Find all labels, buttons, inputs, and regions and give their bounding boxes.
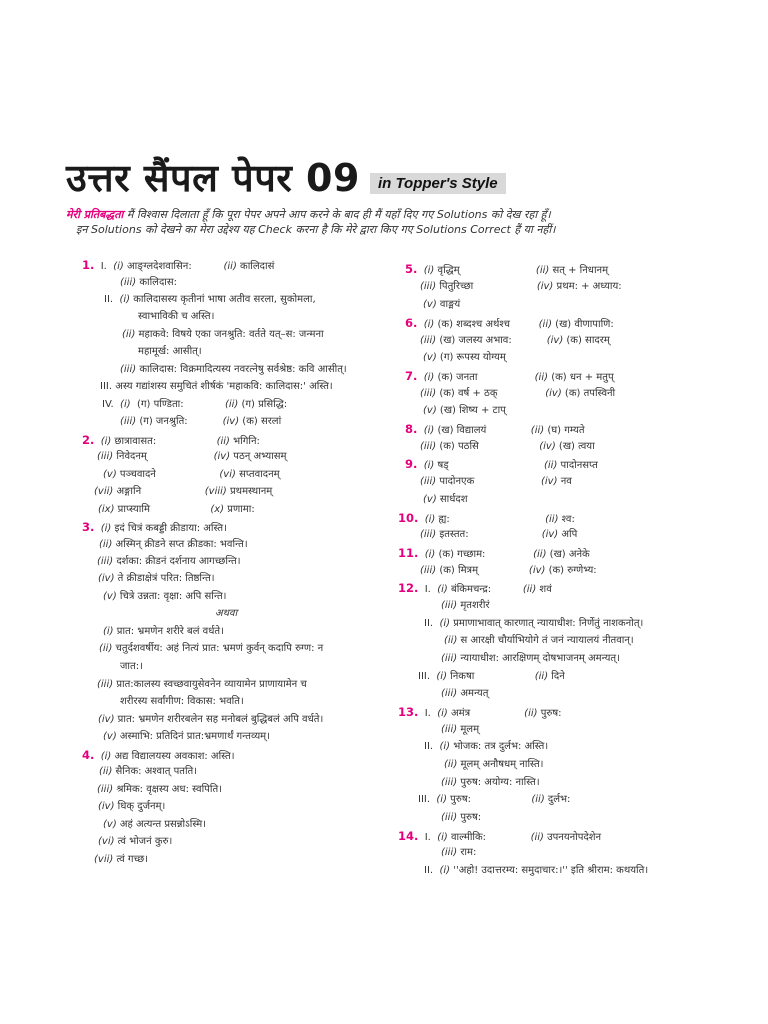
answer-text: ते क्रीडाक्षेत्रं परित: तिष्ठन्ति। xyxy=(114,573,215,584)
answer-text: (क) सादरम् xyxy=(563,335,610,346)
answer-line xyxy=(398,703,562,723)
answer-text: प्राप्स्यामि xyxy=(114,504,150,515)
commitment-line-2: इन Solutions को देखने का मेरा उद्देश्य यह Check करना है कि मेरे द्वारा किए गए Solutions Correct हैं या नहीं। xyxy=(76,223,556,236)
answer-text: (ग) पण्डिता: xyxy=(130,399,184,410)
answer-text: (क) शब्दश्च अर्थश्च xyxy=(434,319,511,330)
sub-label: (ii) xyxy=(474,671,549,682)
sub-label: (iii) xyxy=(420,441,437,452)
answer-text: जात:। xyxy=(120,661,143,672)
answer-line xyxy=(97,676,307,694)
answer-text: प्रमाणाभावात् कारणात् न्यायाधीश: निर्णेतुं नाशकनोत्। xyxy=(450,618,644,629)
answer-line xyxy=(420,562,597,580)
answer-line xyxy=(420,278,622,296)
answer-text: निवेदनम् xyxy=(113,451,147,462)
answer-line xyxy=(405,367,614,387)
answer-line xyxy=(441,650,620,668)
answer-text: वाल्मीकि: xyxy=(447,832,487,843)
sub-label: (iii) xyxy=(441,847,458,858)
answer-text: दुर्लभ: xyxy=(544,794,571,805)
answer-line xyxy=(94,851,148,869)
page-title: उत्तर सैंपल पेपर 09 xyxy=(66,156,360,200)
answer-text: सैनिक: अश्वात् पतति। xyxy=(112,766,198,777)
answer-text: अमन्यत् xyxy=(457,688,489,699)
answer-line xyxy=(120,413,281,431)
answer-text: पञ्चवादने xyxy=(116,469,156,480)
answer-text: अद्य विद्यालयस्य अवकाश: अस्ति। xyxy=(111,751,235,762)
answer-text: षड् xyxy=(434,460,449,471)
sub-label: (i) xyxy=(423,372,435,383)
answer-line xyxy=(420,526,577,544)
answer-text: II. xyxy=(424,741,440,752)
answer-line xyxy=(98,711,323,729)
answer-text: कालिदास: विक्रमादित्यस्य नवरत्नेषु सर्वश्रेष्ठ: कवि आसीत्। xyxy=(136,364,347,375)
answer-line xyxy=(82,518,227,538)
question-number: 8. xyxy=(405,422,418,436)
answer-line xyxy=(423,349,506,367)
answer-text: (क) जनता xyxy=(434,372,478,383)
sub-label: (iii) xyxy=(420,388,437,399)
sub-label: अथवा xyxy=(215,608,238,619)
sub-label: (iii) xyxy=(420,335,437,346)
sub-label: (i) xyxy=(424,514,436,525)
answer-line xyxy=(100,378,333,396)
answer-line xyxy=(420,438,595,456)
answer-line xyxy=(103,816,206,834)
answer-text: प्रणामा: xyxy=(224,504,255,515)
answer-text: महाकवे: विषये एका जनश्रुति: वर्तते यत्–स: जन्मना xyxy=(135,329,324,340)
sub-label: (iii) xyxy=(420,281,437,292)
sub-label: (ii) xyxy=(470,708,538,719)
answer-text: दर्शका: क्रीडनं दर्शनाय आगच्छन्ति। xyxy=(113,556,241,567)
answer-line xyxy=(424,738,548,756)
answer-line xyxy=(122,326,324,344)
answer-text: शवं xyxy=(536,584,552,595)
answer-text: (ख) जलस्य अभाव: xyxy=(436,335,512,346)
sub-label: (iii) xyxy=(441,812,458,823)
answer-text: (घ) गम्यते xyxy=(544,425,585,436)
answer-text: प्रथमस्थानम् xyxy=(226,486,273,497)
answer-text: भोजक: तत्र दुर्लभ: अस्ति। xyxy=(450,741,549,752)
answer-line xyxy=(99,640,323,658)
answer-line xyxy=(420,332,610,350)
answer-text: (क) तपस्विनी xyxy=(561,388,616,399)
question-number: 3. xyxy=(82,520,95,534)
commitment-highlight: मेरी प्रतिबद्धता xyxy=(66,208,124,221)
answer-text: (ग) जनश्रुति: xyxy=(136,416,188,427)
answer-line xyxy=(405,420,585,440)
sub-label: (i) xyxy=(437,584,448,595)
answer-text: पुरुष: xyxy=(457,812,482,823)
commitment-text: मैं विश्वास दिलाता हूँ कि पूरा पेपर अपने आप करने के बाद ही मैं यहाँ दिए गए Solutions को देख रहा हूँ। xyxy=(123,208,551,221)
answer-line xyxy=(103,728,270,746)
answer-text: स्वाभाविकी च अस्ति। xyxy=(138,311,215,322)
sub-label: (x) xyxy=(149,504,225,515)
sub-label: (i) xyxy=(423,425,435,436)
answer-line xyxy=(424,862,648,880)
question-number: 2. xyxy=(82,433,95,447)
answer-line xyxy=(120,361,347,379)
sub-label: (iv) xyxy=(187,416,240,427)
sub-label: (v) xyxy=(423,494,437,505)
answer-line xyxy=(405,314,614,334)
sub-label: (ii) xyxy=(477,372,549,383)
sub-label: (iv) xyxy=(473,281,554,292)
answer-text: II. xyxy=(424,618,440,629)
answer-text: (क) वर्ष + ठक् xyxy=(436,388,498,399)
answer-line xyxy=(441,721,479,739)
sub-label: (ii) xyxy=(486,832,544,843)
sub-label: (iv) xyxy=(98,573,115,584)
answer-text: (क) गच्छाम: xyxy=(435,549,486,560)
sub-label: (iii) xyxy=(97,556,114,567)
answer-line xyxy=(138,308,214,326)
sub-label: (iii) xyxy=(441,724,458,735)
answer-line xyxy=(99,536,248,554)
answer-line xyxy=(405,455,598,475)
answer-text: श्व: xyxy=(558,514,575,525)
sub-label: (i) xyxy=(439,741,451,752)
sub-label: (i) xyxy=(439,865,451,876)
answer-text: (क) सरलां xyxy=(239,416,282,427)
sub-label: (i) xyxy=(423,319,435,330)
sub-label: (i) xyxy=(439,618,451,629)
answer-text: (ग) रूपस्य योग्यम् xyxy=(436,352,506,363)
answer-text: पुरुष: xyxy=(537,708,562,719)
sub-label: (ii) xyxy=(449,514,559,525)
answer-text: सार्धदश xyxy=(436,494,468,505)
sub-label: (iii) xyxy=(420,565,437,576)
answer-text: शरीरस्य सर्वांगीण: विकास: भवति। xyxy=(120,696,244,707)
sub-label: (ii) xyxy=(99,766,113,777)
answer-line xyxy=(423,491,468,509)
sub-label: (i) xyxy=(103,626,114,637)
sub-label: (i) xyxy=(120,399,131,410)
answer-text: मूलम् अनौषधम् नास्ति। xyxy=(457,759,544,770)
answer-line xyxy=(423,402,506,420)
answer-line xyxy=(102,396,287,414)
answer-text: I. xyxy=(418,832,438,843)
question-number: 4. xyxy=(82,748,95,762)
sub-label: (ii) xyxy=(448,460,558,471)
sub-label: (i) xyxy=(100,751,112,762)
answer-text: कालिदासस्य कृतीनां भाषा अतीव सरला, सुकोमला, xyxy=(130,294,316,305)
sub-label: (ii) xyxy=(191,261,237,272)
sub-label: (v) xyxy=(103,591,117,602)
answer-text: I. xyxy=(418,584,438,595)
question-number: 12. xyxy=(398,581,419,595)
sub-label: (iii) xyxy=(120,277,137,288)
answer-text: II. xyxy=(104,294,120,305)
question-number: 5. xyxy=(405,262,418,276)
question-number: 1. xyxy=(82,258,95,272)
sub-label: (iv) xyxy=(497,388,562,399)
answer-line xyxy=(98,570,215,588)
answer-line xyxy=(120,658,143,676)
answer-text: भगिनि: xyxy=(229,436,260,447)
answer-line xyxy=(441,809,481,827)
sub-label: (i) xyxy=(119,294,131,305)
answer-text: I. xyxy=(418,708,438,719)
answer-text: (ख) शिष्य + टाप् xyxy=(436,405,506,416)
sub-label: (ii) xyxy=(486,425,545,436)
sub-label: (iv) xyxy=(468,529,559,540)
sub-label: (iv) xyxy=(478,441,556,452)
answer-line xyxy=(99,763,197,781)
question-number: 14. xyxy=(398,829,419,843)
answer-text: अस्मिन् क्रीडने सप्त क्रीडका: भवन्ति। xyxy=(112,539,248,550)
sub-label: (ii) xyxy=(459,265,550,276)
answer-text: राम: xyxy=(457,847,477,858)
answer-text: अङ्गानि xyxy=(113,486,142,497)
answer-line xyxy=(420,473,572,491)
answer-text: इतस्तत: xyxy=(436,529,469,540)
answer-text: IV. xyxy=(102,399,121,410)
sub-label: (ii) xyxy=(99,643,113,654)
sub-label: (iii) xyxy=(441,600,458,611)
answer-text: सप्तवादनम् xyxy=(235,469,280,480)
commitment-line-1 xyxy=(66,207,706,222)
answer-text: (ग) प्रसिद्धि: xyxy=(238,399,288,410)
answer-line xyxy=(97,448,286,466)
answer-line xyxy=(418,668,565,686)
sub-label: (i) xyxy=(100,523,112,534)
answer-text: चित्रे उन्नता: वृक्षा: अपि सन्ति। xyxy=(116,591,227,602)
answer-text: महामूर्ख: आसीत्। xyxy=(138,346,202,357)
answer-line xyxy=(82,256,274,276)
sub-label: (iii) xyxy=(420,529,437,540)
sub-label: (iii) xyxy=(441,777,458,788)
answer-text: नव xyxy=(557,476,572,487)
sub-label: (ii) xyxy=(510,319,552,330)
answer-line xyxy=(103,588,226,606)
sub-label: (ii) xyxy=(444,759,458,770)
answer-text: धिक् दुर्जनम्। xyxy=(114,801,166,812)
answer-text: (क) धन + मतुप् xyxy=(548,372,614,383)
answer-line xyxy=(405,260,608,280)
sub-label: (iv) xyxy=(98,801,115,812)
answer-text: अहं अत्यन्त प्रसन्नोऽस्मि। xyxy=(116,819,207,830)
sub-label: (i) xyxy=(423,460,435,471)
question-number: 13. xyxy=(398,705,419,719)
answer-line xyxy=(444,756,543,774)
sub-label: (i) xyxy=(437,708,448,719)
answer-line xyxy=(215,605,237,623)
answer-text: प्रात:कालस्य स्वच्छवायुसेवनेन व्यायामेन प्राणायामेन च xyxy=(113,679,307,690)
sub-label: (v) xyxy=(103,469,117,480)
sub-label: (iii) xyxy=(97,784,114,795)
answer-text: (क) मित्रम् xyxy=(436,565,479,576)
answer-text: III. xyxy=(418,794,437,805)
answer-line xyxy=(103,623,224,641)
answer-text: (क) पठसि xyxy=(436,441,479,452)
answer-text: पुरुष: xyxy=(446,794,471,805)
question-number: 9. xyxy=(405,457,418,471)
answer-line xyxy=(424,615,643,633)
answer-text: अपि xyxy=(558,529,578,540)
answer-text: (ख) विद्यालयं xyxy=(434,425,487,436)
answer-text: चतुर्दशवर्षीय: अहं नित्यं प्रात: भ्रमणं कुर्वन् कदापि रुग्ण: न xyxy=(112,643,324,654)
sub-label: (vii) xyxy=(94,854,114,865)
answer-text: उपनयनोपदेशेन xyxy=(543,832,602,843)
sub-label: (ii) xyxy=(444,635,458,646)
answer-text: (ख) त्वया xyxy=(555,441,595,452)
answer-line xyxy=(97,553,241,571)
answer-line xyxy=(104,291,316,309)
sub-label: (vi) xyxy=(155,469,236,480)
sub-label: (ii) xyxy=(491,584,537,595)
sub-label: (ix) xyxy=(98,504,115,515)
sub-label: (ii) xyxy=(183,399,239,410)
answer-line xyxy=(97,781,222,799)
answer-text: प्रात: भ्रमणेन शरीरबलेन सह मनोबलं बुद्धिबलं अपि वर्धते। xyxy=(114,714,324,725)
answer-text: निकषा xyxy=(446,671,475,682)
sub-label: (ii) xyxy=(485,549,547,560)
sub-label: (i) xyxy=(424,549,436,560)
answer-line xyxy=(120,274,177,292)
sub-label: (v) xyxy=(423,299,437,310)
answer-text: छात्रावासत: xyxy=(111,436,157,447)
answer-line xyxy=(120,693,244,711)
answer-text: इदं चित्रं कबड्डी क्रीडाया: अस्ति। xyxy=(111,523,227,534)
sub-label: (ii) xyxy=(156,436,230,447)
sub-label: (v) xyxy=(423,352,437,363)
answer-text: ''अहो! उदात्तरम्य: समुदाचार:।'' इति श्रीराम: कथयति। xyxy=(450,865,649,876)
answer-text: मूलम् xyxy=(457,724,480,735)
answer-text: III. xyxy=(418,671,437,682)
sub-label: (iii) xyxy=(120,416,137,427)
answer-text: त्वं भोजनं कुरु। xyxy=(114,836,173,847)
sub-label: (ii) xyxy=(122,329,136,340)
answer-line xyxy=(441,844,476,862)
sub-label: (v) xyxy=(423,405,437,416)
question-number: 10. xyxy=(398,511,419,525)
answer-line xyxy=(444,632,634,650)
answer-line xyxy=(98,501,255,519)
answer-line xyxy=(103,466,280,484)
sub-label: (viii) xyxy=(141,486,227,497)
answer-text: पठन् अभ्यासम् xyxy=(230,451,287,462)
sub-label: (ii) xyxy=(99,539,113,550)
sub-label: (iv) xyxy=(511,335,564,346)
answer-text: पादोनएक xyxy=(436,476,475,487)
answer-line xyxy=(398,579,552,599)
answer-text: त्वं गच्छ। xyxy=(113,854,148,865)
answer-line xyxy=(441,774,540,792)
sub-label: (i) xyxy=(436,671,447,682)
answer-text: श्रमिक: वृक्षस्य अध: स्वपिति। xyxy=(113,784,222,795)
sub-label: (iii) xyxy=(441,688,458,699)
question-number: 6. xyxy=(405,316,418,330)
answer-text: प्रात: भ्रमणेन शरीरे बलं वर्धते। xyxy=(113,626,224,637)
answer-text: अमंत्र xyxy=(447,708,471,719)
answer-text: ह्य: xyxy=(435,514,450,525)
answer-text: मृतशरीरं xyxy=(457,600,490,611)
sub-label: (iii) xyxy=(120,364,137,375)
answer-text: प्रथम: + अध्याय: xyxy=(553,281,622,292)
answer-text: II. xyxy=(424,865,440,876)
answer-line xyxy=(138,343,202,361)
answer-text: न्यायाधीश: आरक्षिणम् दोषभाजनम् अमन्यत्। xyxy=(457,653,620,664)
answer-line xyxy=(441,685,488,703)
title-row xyxy=(66,150,506,200)
sub-label: (iv) xyxy=(98,714,115,725)
answer-line xyxy=(98,833,172,851)
sub-label: (vii) xyxy=(94,486,114,497)
sub-label: (v) xyxy=(103,819,117,830)
answer-line xyxy=(420,385,615,403)
answer-text: वाङ्मयं xyxy=(436,299,461,310)
sub-label: (iv) xyxy=(478,565,546,576)
answer-text: कालिदास: xyxy=(136,277,177,288)
commitment-note xyxy=(66,207,706,237)
answer-text: पितुरिच्छा xyxy=(436,281,474,292)
answer-line xyxy=(398,827,601,847)
sub-label: (v) xyxy=(103,731,117,742)
answer-text: आङ्ग्लदेशवासिन: xyxy=(123,261,192,272)
question-number: 11. xyxy=(398,546,419,560)
sub-label: (i) xyxy=(423,265,435,276)
answer-line xyxy=(423,296,460,314)
answer-text: वृद्धिम् xyxy=(434,265,460,276)
sub-label: (vi) xyxy=(98,836,115,847)
answer-line xyxy=(441,597,490,615)
sub-label: (i) xyxy=(437,832,448,843)
sub-label: (ii) xyxy=(470,794,545,805)
answer-line xyxy=(98,798,165,816)
answer-text: पुरुष: अयोग्य: नास्ति। xyxy=(457,777,540,788)
answer-text: पादोनसप्त xyxy=(557,460,598,471)
answer-text: दिने xyxy=(548,671,565,682)
sub-label: (i) xyxy=(436,794,447,805)
sub-label: (i) xyxy=(113,261,124,272)
answer-line xyxy=(418,791,570,809)
answer-line xyxy=(398,544,590,564)
answer-text: स आरक्षी चौर्याभियोगे तं जनं न्यायालयं नीतवान्। xyxy=(457,635,634,646)
answer-text: I. xyxy=(94,261,114,272)
answer-text: (क) रुग्णेभ्य: xyxy=(545,565,597,576)
answer-text: (ख) वीणापाणि: xyxy=(552,319,614,330)
sub-label: (iii) xyxy=(441,653,458,664)
sub-label: (iii) xyxy=(97,451,114,462)
sub-label: (i) xyxy=(100,436,112,447)
sub-label: (iv) xyxy=(146,451,231,462)
toppers-style-badge: in Topper's Style xyxy=(370,173,506,194)
sub-label: (iv) xyxy=(474,476,558,487)
answer-line xyxy=(94,483,272,501)
sub-label: (iii) xyxy=(97,679,114,690)
answer-text: सत् + निधानम् xyxy=(549,265,609,276)
answer-text: कालिदासं xyxy=(236,261,275,272)
question-number: 7. xyxy=(405,369,418,383)
answer-text: (ख) अनेके xyxy=(546,549,590,560)
sub-label: (iii) xyxy=(420,476,437,487)
answer-text: बंकिमचन्द्र: xyxy=(447,584,492,595)
answer-text: III. अस्य गद्यांशस्य समुचितं शीर्षकं 'महाकवि: कालिदास:' अस्ति। xyxy=(100,381,333,392)
answer-text: अस्माभि: प्रतिदिनं प्रात:भ्रमणार्थं गन्तव्यम्। xyxy=(116,731,270,742)
